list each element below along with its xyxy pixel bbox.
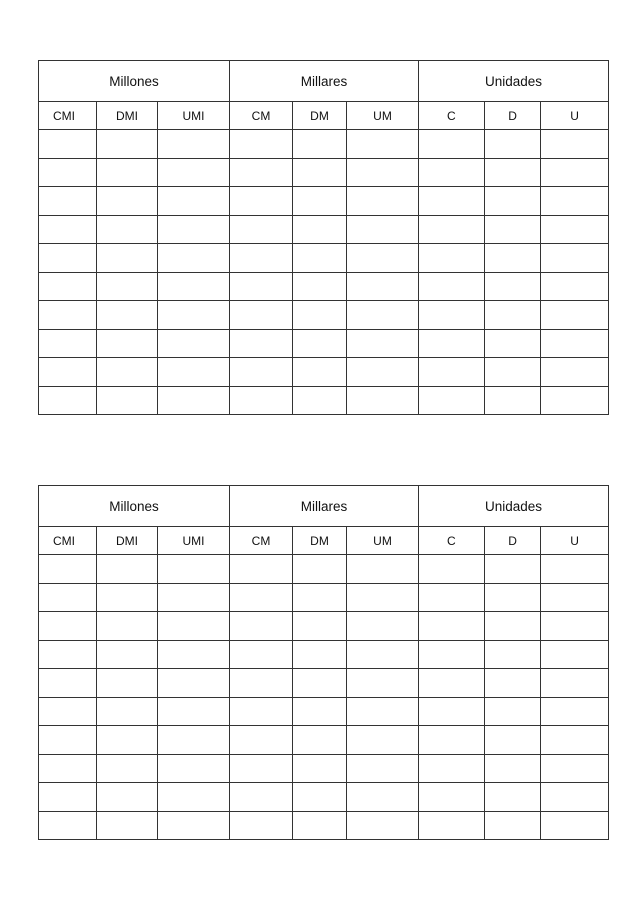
table-row bbox=[39, 669, 609, 698]
table-cell-umi[interactable] bbox=[158, 697, 230, 726]
table-cell-u[interactable] bbox=[541, 158, 609, 187]
table-cell-umi[interactable] bbox=[158, 754, 230, 783]
table-row bbox=[39, 215, 609, 244]
table-row bbox=[39, 158, 609, 187]
table-cell-u[interactable] bbox=[541, 612, 609, 641]
table-cell-dm[interactable] bbox=[293, 386, 347, 415]
table-cell-um[interactable] bbox=[347, 130, 419, 159]
table-cell-cm[interactable] bbox=[230, 329, 293, 358]
table-cell-dmi[interactable] bbox=[97, 358, 158, 387]
table-cell-cmi[interactable] bbox=[39, 697, 97, 726]
table-cell-dmi[interactable] bbox=[97, 726, 158, 755]
table-cell-umi[interactable] bbox=[158, 669, 230, 698]
table-cell-cm[interactable] bbox=[230, 158, 293, 187]
table-cell-cmi[interactable] bbox=[39, 555, 97, 584]
table-cell-c[interactable] bbox=[419, 130, 485, 159]
table-cell-cmi[interactable] bbox=[39, 669, 97, 698]
table-cell-um[interactable] bbox=[347, 811, 419, 840]
table-cell-u[interactable] bbox=[541, 244, 609, 273]
table-cell-dmi[interactable] bbox=[97, 272, 158, 301]
table-cell-c[interactable] bbox=[419, 555, 485, 584]
table-cell-cmi[interactable] bbox=[39, 244, 97, 273]
table-cell-umi[interactable] bbox=[158, 215, 230, 244]
table-cell-um[interactable] bbox=[347, 726, 419, 755]
table-cell-cm[interactable] bbox=[230, 386, 293, 415]
table-cell-umi[interactable] bbox=[158, 640, 230, 669]
table-cell-dmi[interactable] bbox=[97, 669, 158, 698]
table-cell-d[interactable] bbox=[485, 187, 541, 216]
table-cell-u[interactable] bbox=[541, 215, 609, 244]
table-cell-cm[interactable] bbox=[230, 754, 293, 783]
table-cell-d[interactable] bbox=[485, 726, 541, 755]
table-cell-umi[interactable] bbox=[158, 158, 230, 187]
table-cell-cm[interactable] bbox=[230, 811, 293, 840]
table-cell-c[interactable] bbox=[419, 187, 485, 216]
table-cell-um[interactable] bbox=[347, 783, 419, 812]
table-cell-dmi[interactable] bbox=[97, 583, 158, 612]
table-cell-u[interactable] bbox=[541, 187, 609, 216]
table-cell-um[interactable] bbox=[347, 329, 419, 358]
table-cell-cm[interactable] bbox=[230, 555, 293, 584]
table-row bbox=[39, 612, 609, 641]
table-cell-dmi[interactable] bbox=[97, 783, 158, 812]
table-cell-c[interactable] bbox=[419, 158, 485, 187]
table-cell-c[interactable] bbox=[419, 669, 485, 698]
table-cell-cmi[interactable] bbox=[39, 187, 97, 216]
table-cell-c[interactable] bbox=[419, 783, 485, 812]
table-cell-dmi[interactable] bbox=[97, 301, 158, 330]
table-cell-d[interactable] bbox=[485, 158, 541, 187]
table-cell-umi[interactable] bbox=[158, 783, 230, 812]
table-cell-cmi[interactable] bbox=[39, 726, 97, 755]
table-row bbox=[39, 130, 609, 159]
table-cell-dmi[interactable] bbox=[97, 187, 158, 216]
table-cell-cm[interactable] bbox=[230, 301, 293, 330]
table-cell-dmi[interactable] bbox=[97, 130, 158, 159]
table-cell-umi[interactable] bbox=[158, 329, 230, 358]
column-header-c: C bbox=[419, 102, 485, 130]
table-cell-umi[interactable] bbox=[158, 386, 230, 415]
table-cell-umi[interactable] bbox=[158, 811, 230, 840]
table-cell-u[interactable] bbox=[541, 272, 609, 301]
group-header-millones: Millones bbox=[39, 486, 230, 527]
table-cell-um[interactable] bbox=[347, 358, 419, 387]
table-row bbox=[39, 583, 609, 612]
table-cell-cm[interactable] bbox=[230, 640, 293, 669]
table-row bbox=[39, 187, 609, 216]
table-cell-um[interactable] bbox=[347, 640, 419, 669]
table-cell-cmi[interactable] bbox=[39, 811, 97, 840]
table-cell-c[interactable] bbox=[419, 244, 485, 273]
table-cell-dmi[interactable] bbox=[97, 386, 158, 415]
table-cell-um[interactable] bbox=[347, 697, 419, 726]
table-cell-dmi[interactable] bbox=[97, 555, 158, 584]
table-cell-c[interactable] bbox=[419, 640, 485, 669]
table-cell-u[interactable] bbox=[541, 329, 609, 358]
group-header-unidades: Unidades bbox=[419, 486, 609, 527]
table-row bbox=[39, 697, 609, 726]
table-cell-u[interactable] bbox=[541, 358, 609, 387]
table-cell-dm[interactable] bbox=[293, 640, 347, 669]
group-header-millones: Millones bbox=[39, 61, 230, 102]
table-cell-um[interactable] bbox=[347, 187, 419, 216]
table-cell-dm[interactable] bbox=[293, 358, 347, 387]
column-header-u: U bbox=[541, 102, 609, 130]
table-cell-cmi[interactable] bbox=[39, 329, 97, 358]
table-cell-u[interactable] bbox=[541, 640, 609, 669]
table-cell-d[interactable] bbox=[485, 669, 541, 698]
table-cell-d[interactable] bbox=[485, 386, 541, 415]
table-cell-umi[interactable] bbox=[158, 301, 230, 330]
table-cell-d[interactable] bbox=[485, 555, 541, 584]
table-row bbox=[39, 555, 609, 584]
table-cell-c[interactable] bbox=[419, 386, 485, 415]
table-cell-c[interactable] bbox=[419, 215, 485, 244]
table-cell-u[interactable] bbox=[541, 726, 609, 755]
table-cell-cm[interactable] bbox=[230, 669, 293, 698]
table-cell-d[interactable] bbox=[485, 130, 541, 159]
table-cell-c[interactable] bbox=[419, 301, 485, 330]
table-row bbox=[39, 329, 609, 358]
table-cell-cm[interactable] bbox=[230, 612, 293, 641]
table-cell-um[interactable] bbox=[347, 158, 419, 187]
table-cell-cmi[interactable] bbox=[39, 783, 97, 812]
table-cell-d[interactable] bbox=[485, 754, 541, 783]
column-header-cmi: CMI bbox=[39, 102, 97, 130]
table-cell-dmi[interactable] bbox=[97, 640, 158, 669]
table-cell-d[interactable] bbox=[485, 215, 541, 244]
column-header-dmi: DMI bbox=[97, 527, 158, 555]
table-cell-um[interactable] bbox=[347, 754, 419, 783]
table-cell-um[interactable] bbox=[347, 301, 419, 330]
table-cell-d[interactable] bbox=[485, 301, 541, 330]
column-header-d: D bbox=[485, 527, 541, 555]
table-cell-cmi[interactable] bbox=[39, 386, 97, 415]
table-row bbox=[39, 754, 609, 783]
table-cell-dmi[interactable] bbox=[97, 215, 158, 244]
table-cell-cm[interactable] bbox=[230, 697, 293, 726]
table-cell-d[interactable] bbox=[485, 697, 541, 726]
table-cell-umi[interactable] bbox=[158, 187, 230, 216]
column-header-cm: CM bbox=[230, 102, 293, 130]
table-cell-cmi[interactable] bbox=[39, 640, 97, 669]
table-cell-um[interactable] bbox=[347, 555, 419, 584]
table-cell-c[interactable] bbox=[419, 697, 485, 726]
table-cell-dm[interactable] bbox=[293, 612, 347, 641]
column-header-cm: CM bbox=[230, 527, 293, 555]
table-row bbox=[39, 244, 609, 273]
table-cell-d[interactable] bbox=[485, 329, 541, 358]
table-cell-umi[interactable] bbox=[158, 612, 230, 641]
place-value-table-1 bbox=[38, 60, 609, 415]
table-row bbox=[39, 640, 609, 669]
column-header-d: D bbox=[485, 102, 541, 130]
table-cell-um[interactable] bbox=[347, 272, 419, 301]
table-row bbox=[39, 301, 609, 330]
table-cell-cm[interactable] bbox=[230, 583, 293, 612]
table-cell-dm[interactable] bbox=[293, 215, 347, 244]
group-header-millares: Millares bbox=[230, 486, 419, 527]
table-cell-um[interactable] bbox=[347, 244, 419, 273]
table-cell-u[interactable] bbox=[541, 583, 609, 612]
table-cell-cm[interactable] bbox=[230, 187, 293, 216]
table-cell-umi[interactable] bbox=[158, 358, 230, 387]
column-header-um: UM bbox=[347, 102, 419, 130]
table-cell-dm[interactable] bbox=[293, 555, 347, 584]
table-cell-c[interactable] bbox=[419, 583, 485, 612]
table-cell-dm[interactable] bbox=[293, 726, 347, 755]
table-cell-dmi[interactable] bbox=[97, 329, 158, 358]
table-cell-umi[interactable] bbox=[158, 555, 230, 584]
table-cell-dm[interactable] bbox=[293, 329, 347, 358]
group-header-unidades: Unidades bbox=[419, 61, 609, 102]
table-cell-c[interactable] bbox=[419, 754, 485, 783]
table-cell-c[interactable] bbox=[419, 272, 485, 301]
table-cell-c[interactable] bbox=[419, 811, 485, 840]
table-cell-dm[interactable] bbox=[293, 583, 347, 612]
table-cell-dmi[interactable] bbox=[97, 612, 158, 641]
column-header-dmi: DMI bbox=[97, 102, 158, 130]
group-header-millares: Millares bbox=[230, 61, 419, 102]
table-row bbox=[39, 783, 609, 812]
table-cell-um[interactable] bbox=[347, 386, 419, 415]
table-cell-cmi[interactable] bbox=[39, 358, 97, 387]
table-cell-cm[interactable] bbox=[230, 244, 293, 273]
table-row bbox=[39, 386, 609, 415]
table-cell-u[interactable] bbox=[541, 783, 609, 812]
table-cell-cm[interactable] bbox=[230, 272, 293, 301]
place-value-table-2 bbox=[38, 485, 609, 840]
table-cell-dmi[interactable] bbox=[97, 697, 158, 726]
table-cell-dmi[interactable] bbox=[97, 158, 158, 187]
table-cell-c[interactable] bbox=[419, 612, 485, 641]
column-header-umi: UMI bbox=[158, 527, 230, 555]
column-header-cmi: CMI bbox=[39, 527, 97, 555]
table-cell-d[interactable] bbox=[485, 272, 541, 301]
table-cell-u[interactable] bbox=[541, 386, 609, 415]
table-cell-u[interactable] bbox=[541, 555, 609, 584]
table-cell-dm[interactable] bbox=[293, 811, 347, 840]
table-cell-um[interactable] bbox=[347, 583, 419, 612]
column-header-dm: DM bbox=[293, 527, 347, 555]
table-cell-u[interactable] bbox=[541, 301, 609, 330]
table-cell-cmi[interactable] bbox=[39, 583, 97, 612]
table-cell-um[interactable] bbox=[347, 215, 419, 244]
table-cell-um[interactable] bbox=[347, 612, 419, 641]
table-cell-cm[interactable] bbox=[230, 783, 293, 812]
table-cell-um[interactable] bbox=[347, 669, 419, 698]
table-cell-u[interactable] bbox=[541, 754, 609, 783]
table-cell-dmi[interactable] bbox=[97, 244, 158, 273]
table-cell-d[interactable] bbox=[485, 583, 541, 612]
table-cell-cmi[interactable] bbox=[39, 130, 97, 159]
table-cell-cmi[interactable] bbox=[39, 301, 97, 330]
table-cell-u[interactable] bbox=[541, 669, 609, 698]
table-cell-umi[interactable] bbox=[158, 583, 230, 612]
table-cell-dm[interactable] bbox=[293, 272, 347, 301]
table-cell-dm[interactable] bbox=[293, 697, 347, 726]
column-header-um: UM bbox=[347, 527, 419, 555]
table-cell-cmi[interactable] bbox=[39, 612, 97, 641]
table-cell-c[interactable] bbox=[419, 726, 485, 755]
table-cell-umi[interactable] bbox=[158, 130, 230, 159]
table-cell-cm[interactable] bbox=[230, 726, 293, 755]
table-cell-d[interactable] bbox=[485, 358, 541, 387]
table-cell-dmi[interactable] bbox=[97, 811, 158, 840]
table-cell-d[interactable] bbox=[485, 640, 541, 669]
table-cell-c[interactable] bbox=[419, 358, 485, 387]
table-row bbox=[39, 272, 609, 301]
table-cell-dm[interactable] bbox=[293, 187, 347, 216]
table-cell-u[interactable] bbox=[541, 811, 609, 840]
table-cell-dm[interactable] bbox=[293, 301, 347, 330]
table-cell-cmi[interactable] bbox=[39, 754, 97, 783]
table-cell-cmi[interactable] bbox=[39, 272, 97, 301]
table-cell-dm[interactable] bbox=[293, 158, 347, 187]
table-cell-cm[interactable] bbox=[230, 130, 293, 159]
column-header-c: C bbox=[419, 527, 485, 555]
table-cell-d[interactable] bbox=[485, 811, 541, 840]
table-cell-umi[interactable] bbox=[158, 272, 230, 301]
table-cell-d[interactable] bbox=[485, 244, 541, 273]
table-cell-dm[interactable] bbox=[293, 754, 347, 783]
table-cell-d[interactable] bbox=[485, 612, 541, 641]
table-cell-dmi[interactable] bbox=[97, 754, 158, 783]
table-cell-u[interactable] bbox=[541, 697, 609, 726]
table-cell-dm[interactable] bbox=[293, 130, 347, 159]
table-cell-d[interactable] bbox=[485, 783, 541, 812]
table-row bbox=[39, 726, 609, 755]
table-cell-cm[interactable] bbox=[230, 358, 293, 387]
column-header-u: U bbox=[541, 527, 609, 555]
table-cell-dm[interactable] bbox=[293, 669, 347, 698]
table-row bbox=[39, 811, 609, 840]
column-header-umi: UMI bbox=[158, 102, 230, 130]
table-cell-dm[interactable] bbox=[293, 244, 347, 273]
table-cell-dm[interactable] bbox=[293, 783, 347, 812]
table-cell-umi[interactable] bbox=[158, 244, 230, 273]
table-cell-cmi[interactable] bbox=[39, 158, 97, 187]
table-cell-cm[interactable] bbox=[230, 215, 293, 244]
table-cell-cmi[interactable] bbox=[39, 215, 97, 244]
table-cell-umi[interactable] bbox=[158, 726, 230, 755]
table-cell-c[interactable] bbox=[419, 329, 485, 358]
table-cell-u[interactable] bbox=[541, 130, 609, 159]
column-header-dm: DM bbox=[293, 102, 347, 130]
table-row bbox=[39, 358, 609, 387]
